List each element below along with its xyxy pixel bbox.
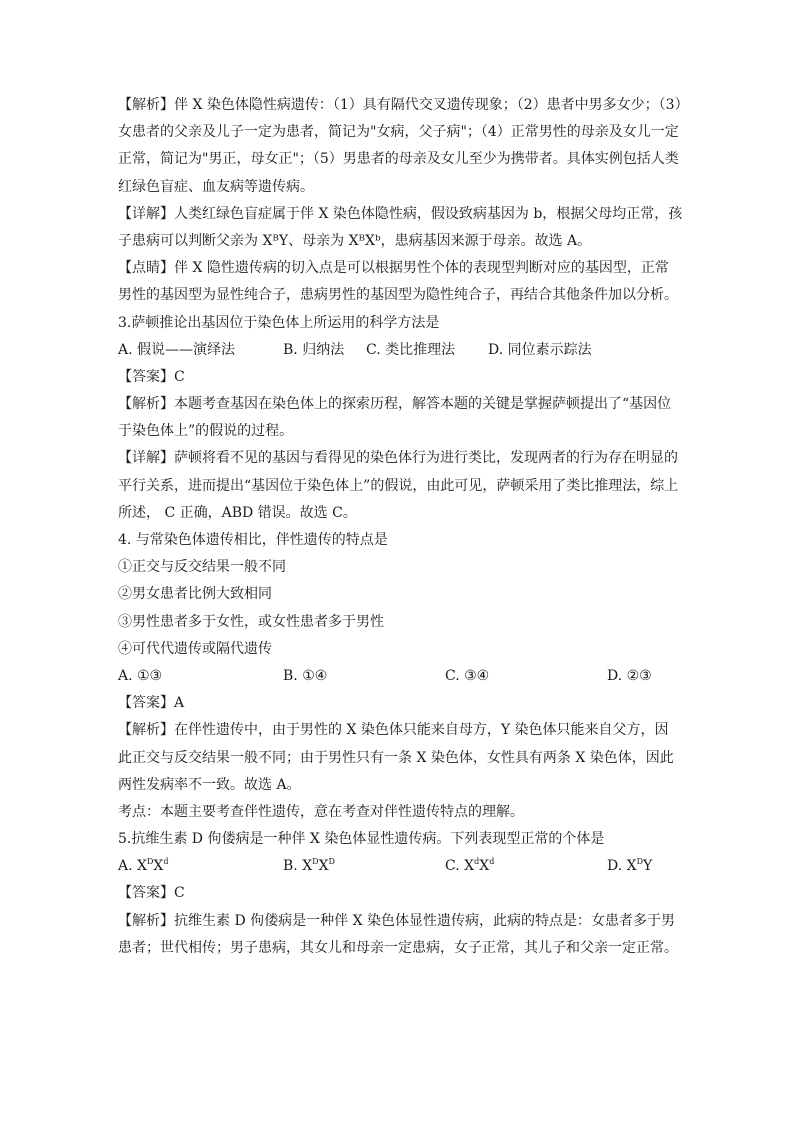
text-line: 两性发病率不一致。故选 A。 [118, 776, 301, 793]
q3-option-a: A. 假说——演绎法 [118, 341, 236, 358]
q3-answer: 【答案】C [118, 368, 185, 385]
statement-2: ②男女患者比例大致相同 [118, 586, 272, 603]
q4-options [118, 663, 680, 690]
q3-option-b: B. 归纳法 [283, 341, 345, 358]
statement-3: ③男性患者多于女性，或女性患者多于男性 [118, 613, 384, 630]
question-5-stem: 5.抗维生素 D 佝偻病是一种伴 X 染色体显性遗传病。下列表现型正常的个体是 [118, 831, 605, 848]
text-line: 正常，简记为"男正，母女正"；（5）男患者的母亲及女儿至少为携带者。具体实例包括人类 [118, 151, 679, 168]
text-line: 【解析】在伴性遗传中，由于男性的 X 染色体只能来自母方，Y 染色体只能来自父方，因 [118, 722, 669, 739]
text-line: 【详解】萨顿将看不见的基因与看得见的染色体行为进行类比，发现两者的行为存在明显的 [118, 450, 678, 467]
text-line: 【详解】人类红绿色盲症属于伴 X 染色体隐性病，假设致病基因为 b，根据父母均正常，孩 [118, 205, 683, 222]
statement-4: ④可代代遗传或隔代遗传 [118, 640, 272, 657]
text-line: 此正交与反交结果一般不同；由于男性只有一条 X 染色体，女性具有两条 X 染色体，因此 [118, 749, 674, 766]
text-line: 【解析】伴 X 染色体隐性病遗传：（1）具有隔代交叉遗传现象；（2）患者中男多女少；（3） [118, 97, 689, 113]
q5-options [118, 853, 680, 880]
statement-1: ①正交与反交结果一般不同 [118, 559, 286, 576]
q4-option-b: B. ①④ [283, 667, 328, 684]
q4-option-d: D. ②③ [607, 667, 652, 684]
text-line: 患者；世代相传；男子患病，其女儿和母亲一定患病，女子正常，其儿子和父亲一定正常。 [118, 939, 678, 956]
q3-option-c: C. 类比推理法 [366, 341, 456, 358]
text-line: 平行关系，进而提出“基因位于染色体上”的假说，由此可见，萨顿采用了类比推理法，综上 [118, 477, 679, 494]
text-line: 【解析】抗维生素 D 佝偻病是一种伴 X 染色体显性遗传病，此病的特点是：女患者多于男 [118, 912, 675, 929]
text-line: 【解析】本题考查基因在染色体上的探索历程，解答本题的关键是掌握萨顿提出了“基因位 [118, 396, 672, 413]
text-line: 红绿色盲症、血友病等遗传病。 [118, 178, 314, 195]
question-4-stem: 4. 与常染色体遗传相比，伴性遗传的特点是 [118, 532, 388, 548]
q3-options [118, 337, 680, 364]
text-line: 所述， C 正确，ABD 错误。故选 C。 [118, 504, 357, 521]
q5-option-b: B. $X^DX^D$ [283, 857, 335, 875]
q4-option-c: C. ③④ [445, 667, 490, 684]
q4-option-a: A. ①③ [118, 667, 163, 684]
q5-option-a: A. $X^DX^d$ [118, 857, 169, 875]
text-line: 女患者的父亲及儿子一定为患者，简记为"女病，父子病"；（4）正常男性的母亲及女儿一定 [118, 124, 679, 141]
q5-option-d: D. $X^DY$ [607, 857, 653, 875]
text-line: 【点睛】伴 X 隐性遗传病的切入点是可以根据男性个体的表现型判断对应的基因型，正常 [118, 260, 669, 277]
text-line: 子患病可以判断父亲为 XᴮY、母亲为 XᴮXᵇ，患病基因来源于母亲。故选 A。 [118, 232, 592, 249]
question-3-stem: 3.萨顿推论出基因位于染色体上所运用的科学方法是 [118, 314, 440, 331]
q3-option-d: D. 同位素示踪法 [488, 341, 592, 358]
q5-option-c: C. $X^dX^d$ [445, 857, 495, 875]
text-line: 于染色体上”的假说的过程。 [118, 423, 294, 440]
q5-answer: 【答案】C [118, 885, 185, 902]
text-line: 考点：本题主要考查伴性遗传，意在考查对伴性遗传特点的理解。 [118, 803, 524, 820]
text-line: 男性的基因型为显性纯合子，患病男性的基因型为隐性纯合子，再结合其他条件加以分析。 [118, 287, 678, 304]
document-page [118, 92, 689, 962]
q4-answer: 【答案】A [118, 695, 185, 712]
